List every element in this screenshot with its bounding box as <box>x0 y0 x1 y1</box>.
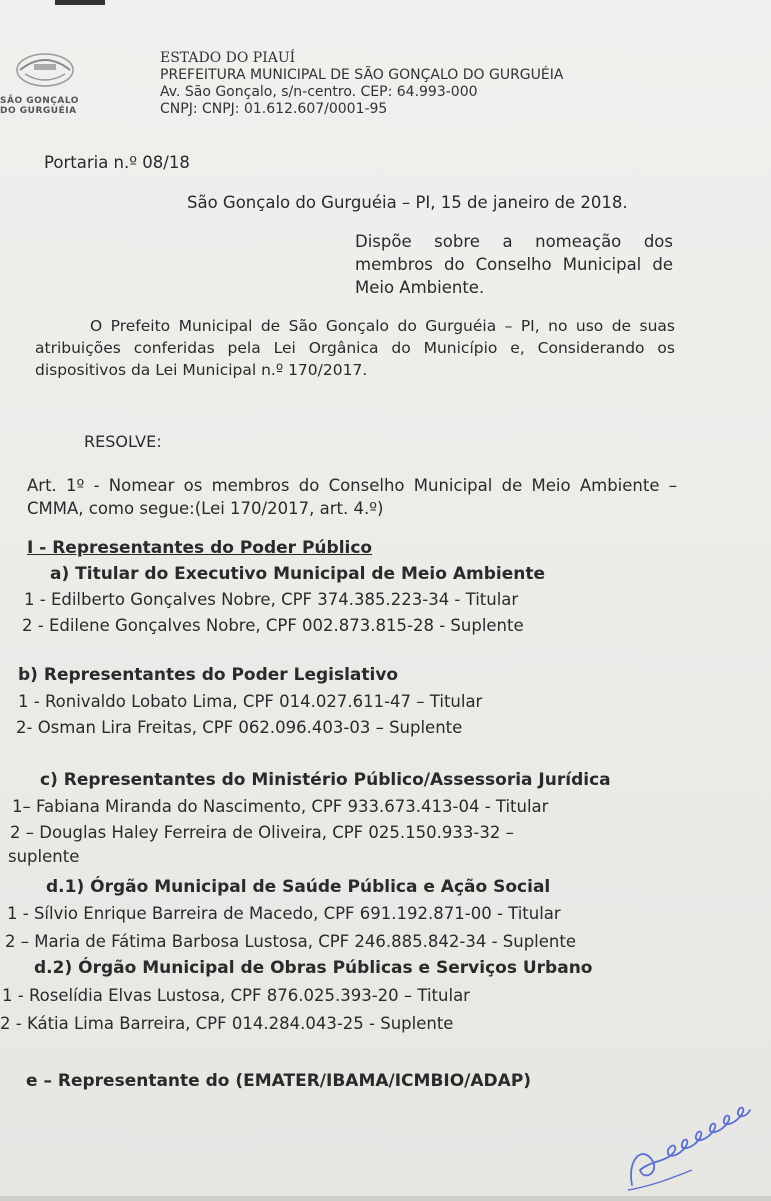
member-c2: 2 – Douglas Haley Ferreira de Oliveira, CPF 025.150.933-32 – <box>10 823 514 842</box>
preamble: O Prefeito Municipal de São Gonçalo do Gurguéia – PI, no uso de suas atribuições conferidas pela Lei Orgânica do Município e, Considerando os dispositivos da Lei Municipal n.º 170/2017. <box>35 317 675 379</box>
member-c1: 1– Fabiana Miranda do Nascimento, CPF 933.673.413-04 - Titular <box>12 797 549 816</box>
subsection-d2: d.2) Órgão Municipal de Obras Públicas e Serviços Urbano <box>34 958 593 978</box>
member-b1: 1 - Ronivaldo Lobato Lima, CPF 014.027.611-47 – Titular <box>18 692 483 711</box>
subsection-e: e – Representante do (EMATER/IBAMA/ICMBIO/ADAP) <box>26 1071 532 1091</box>
member-a1: 1 - Edilberto Gonçalves Nobre, CPF 374.385.223-34 - Titular <box>24 590 519 609</box>
member-d12: 2 – Maria de Fátima Barbosa Lustosa, CPF 246.885.842-34 - Suplente <box>5 932 576 951</box>
date-line: São Gonçalo do Gurguéia – PI, 15 de janeiro de 2018. <box>187 193 628 212</box>
member-d21: 1 - Roselídia Elvas Lustosa, CPF 876.025.393-20 – Titular <box>2 986 470 1005</box>
subsection-d1: d.1) Órgão Municipal de Saúde Pública e Ação Social <box>46 877 551 897</box>
subsection-c: c) Representantes do Ministério Público/Assessoria Jurídica <box>40 770 611 790</box>
member-a2: 2 - Edilene Gonçalves Nobre, CPF 002.873.815-28 - Suplente <box>22 616 524 635</box>
logo-caption <box>0 96 79 116</box>
state-name: ESTADO DO PIAUÍ <box>160 50 296 66</box>
section-poder-publico: I - Representantes do Poder Público <box>27 538 373 558</box>
prefeitura-name: PREFEITURA MUNICIPAL DE SÃO GONÇALO DO GURGUÉIA <box>160 67 564 83</box>
member-c2-cont: suplente <box>8 847 80 866</box>
portaria-number: Portaria n.º 08/18 <box>44 153 190 172</box>
cnpj: CNPJ: CNPJ: 01.612.607/0001-95 <box>160 101 388 117</box>
member-d22: 2 - Kátia Lima Barreira, CPF 014.284.043-25 - Suplente <box>0 1014 454 1033</box>
logo-caption-line-2: DO GURGUÉIA <box>0 106 77 116</box>
subsection-a: a) Titular do Executivo Municipal de Meio Ambiente <box>50 564 545 584</box>
member-b2: 2- Osman Lira Freitas, CPF 062.096.403-03 – Suplente <box>16 718 463 737</box>
address: Av. São Gonçalo, s/n-centro. CEP: 64.993-000 <box>160 84 478 100</box>
top-edge-mark <box>55 0 105 5</box>
article-1: Art. 1º - Nomear os membros do Conselho Municipal de Meio Ambiente – CMMA, como segue:(Lei 170/2017, art. 4.º) <box>27 476 677 518</box>
logo-caption-line-1: SÃO GONÇALO <box>0 96 79 106</box>
subsection-b: b) Representantes do Poder Legislativo <box>18 665 399 685</box>
ementa: Dispõe sobre a nomeação dos membros do Conselho Municipal de Meio Ambiente. <box>355 232 673 297</box>
letterhead <box>160 50 563 118</box>
member-d11: 1 - Sílvio Enrique Barreira de Macedo, CPF 691.192.871-00 - Titular <box>7 904 561 923</box>
bottom-edge <box>0 1196 771 1201</box>
handwritten-signature-icon <box>622 1090 762 1195</box>
resolve-label: RESOLVE: <box>84 432 162 451</box>
